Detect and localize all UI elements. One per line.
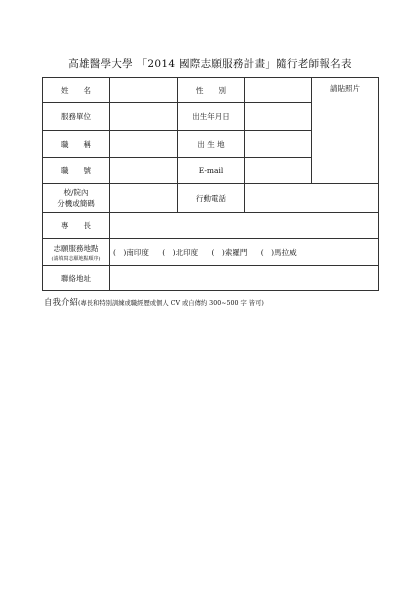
birthplace-label: 出 生 地 [178,131,245,158]
address-field[interactable] [110,266,379,291]
gender-label: 性 別 [178,78,245,103]
service-location-note: (請填寫志願地點順序) [51,255,101,262]
mobile-field[interactable] [245,184,379,213]
photo-box[interactable] [312,78,379,184]
option-north-india[interactable]: ( )北印度 [162,247,199,257]
option-solomon[interactable]: ( )索羅門 [211,247,248,257]
unit-field[interactable] [110,103,178,131]
job-title-label: 職 稱 [43,131,110,158]
mobile-label: 行動電話 [178,184,245,213]
email-label: E-mail [178,158,245,184]
service-location-options [110,239,379,266]
self-introduction-heading [44,296,264,308]
address-label: 聯絡地址 [43,266,110,291]
service-location-label: 志願服務地點 [53,243,99,253]
name-label: 姓 名 [43,78,110,103]
registration-table [42,77,379,291]
self-introduction-label: 自我介紹 [44,298,79,308]
service-location-label-cell [43,239,110,266]
position-label: 職 號 [43,158,110,184]
gender-field[interactable] [245,78,312,103]
extension-label-line1: 校/院內 [63,188,89,197]
option-south-india[interactable]: ( )南印度 [113,247,149,257]
unit-label: 服務單位 [43,103,110,131]
birthplace-field[interactable] [245,131,312,158]
expertise-label: 專 長 [43,213,110,239]
job-title-field[interactable] [110,131,178,158]
extension-label-line2: 分機或簡碼 [57,199,95,208]
position-field[interactable] [110,158,178,184]
birthdate-label: 出生年月日 [178,103,245,131]
form-title: 高雄醫學大學 「2014 國際志願服務計畫」隨行老師報名表 [68,58,352,70]
photo-label: 請貼照片 [330,84,360,93]
email-field[interactable] [245,158,312,184]
expertise-field[interactable] [110,213,379,239]
extension-field[interactable] [110,184,178,213]
birthdate-field[interactable] [245,103,312,131]
extension-label [43,184,110,213]
option-malawi[interactable]: ( )馬拉威 [260,247,297,257]
name-field[interactable] [110,78,178,103]
self-introduction-note: (專長和特別訓練或職經歷或個人 CV 或自傳約 300~500 字 皆可) [78,300,264,307]
